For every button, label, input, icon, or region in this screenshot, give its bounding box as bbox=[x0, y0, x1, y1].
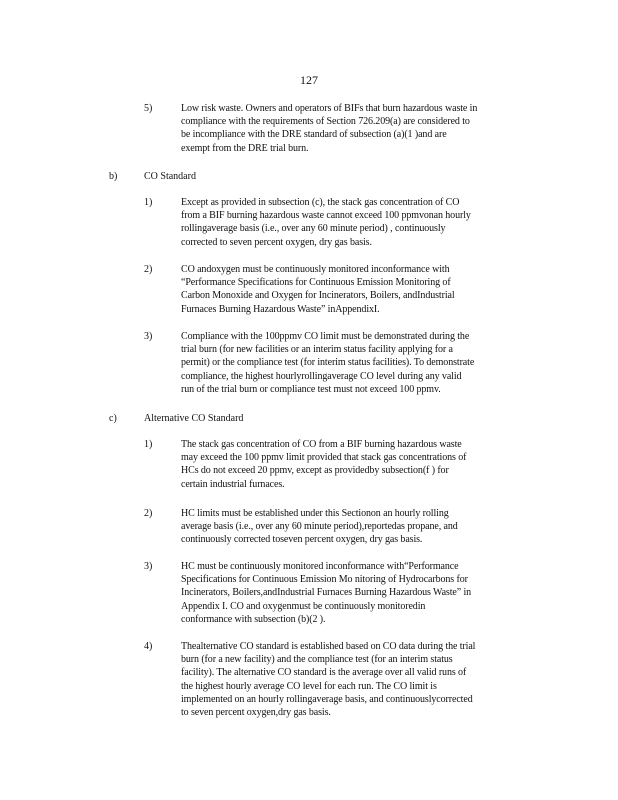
text-line: may exceed the 100 ppmv limit provided that stack gas concentrations of bbox=[181, 452, 467, 464]
section-c-heading: Alternative CO Standard bbox=[144, 413, 244, 424]
text-line: Specifications for Continuous Emission Mo nitoring of Hydrocarbons for bbox=[181, 574, 468, 586]
text-line: Furnaces Burning Hazardous Waste” inAppendixI. bbox=[181, 303, 380, 315]
item-c4-text bbox=[181, 640, 475, 719]
text-line: CO andoxygen must be continuously monitored inconformance with bbox=[181, 264, 450, 275]
text-line: compliance with the requirements of Section 726.209(a) are considered to bbox=[181, 116, 470, 128]
text-line: HC must be continuously monitored inconformance with“Performance bbox=[181, 561, 459, 572]
text-line: HC limits must be established under this Sectionon an hourly rolling bbox=[181, 508, 449, 519]
text-line: exempt from the DRE trial burn. bbox=[181, 142, 309, 154]
text-line: HCs do not exceed 20 ppmv, except as providedby subsection(f ) for bbox=[181, 465, 449, 477]
item-b2-number: 2) bbox=[144, 264, 153, 275]
text-line: from a BIF burning hazardous waste cannot exceed 100 ppmvonan hourly bbox=[181, 210, 471, 222]
item-b3-number: 3) bbox=[144, 331, 153, 342]
text-line: Except as provided in subsection (c), the stack gas concentration of CO bbox=[181, 197, 460, 208]
item-b2-text bbox=[181, 263, 455, 316]
item-a5-text bbox=[181, 102, 477, 155]
text-line: Appendix I. CO and oxygenmust be continuously monitoredin bbox=[181, 600, 426, 612]
item-c1-text bbox=[181, 438, 466, 491]
text-line: permit) or the compliance test (for interim status facilities). To demonstrate bbox=[181, 357, 475, 369]
text-line: corrected to seven percent oxygen, dry gas basis. bbox=[181, 236, 372, 248]
item-a5-number: 5) bbox=[144, 103, 153, 114]
item-b1-number: 1) bbox=[144, 197, 153, 208]
text-line: certain industrial furnaces. bbox=[181, 478, 285, 490]
text-line: Thealternative CO standard is established based on CO data during the trial bbox=[181, 641, 476, 652]
text-line: rollingaverage basis (i.e., over any 60 minute period) , continuously bbox=[181, 223, 446, 235]
text-line: implemented on an hourly rollingaverage basis, and continuouslycorrected bbox=[181, 693, 473, 705]
item-b3-text bbox=[181, 330, 474, 396]
text-line: be incompliance with the DRE standard of subsection (a)(1 )and are bbox=[181, 129, 447, 141]
item-c4-number: 4) bbox=[144, 641, 153, 652]
text-line: compliance, the highest hourlyrollingaverage CO level during any valid bbox=[181, 370, 462, 382]
page-number: 127 bbox=[300, 73, 318, 87]
text-line: burn (for a new facility) and the compliance test (for an interim status bbox=[181, 654, 453, 666]
section-c-letter: c) bbox=[109, 413, 117, 424]
text-line: Incinerators, Boilers,andIndustrial Furnaces Burning Hazardous Waste” in bbox=[181, 587, 472, 599]
item-c1-number: 1) bbox=[144, 439, 153, 450]
text-line: trial burn (for new facilities or an interim status facility applying for a bbox=[181, 344, 453, 356]
text-line: Carbon Monoxide and Oxygen for Incinerators, Boilers, andIndustrial bbox=[181, 290, 455, 302]
text-line: “Performance Specifications for Continuous Emission Monitoring of bbox=[181, 277, 451, 289]
text-line: conformance with subsection (b)(2 ). bbox=[181, 613, 326, 625]
text-line: run of the trial burn or compliance test must not exceed 100 ppmv. bbox=[181, 383, 441, 395]
text-line: average basis (i.e., over any 60 minute period),reportedas propane, and bbox=[181, 521, 458, 533]
text-line: facility). The alternative CO standard is the average over all valid runs of bbox=[181, 667, 467, 679]
text-line: continuously corrected toseven percent oxygen, dry gas basis. bbox=[181, 534, 423, 546]
text-line: to seven percent oxygen,dry gas basis. bbox=[181, 707, 331, 719]
section-b-letter: b) bbox=[109, 171, 118, 182]
item-b1-text bbox=[181, 196, 471, 249]
item-c2-text bbox=[181, 507, 458, 547]
text-line: Low risk waste. Owners and operators of BIFs that burn hazardous waste in bbox=[181, 103, 478, 114]
item-c3-number: 3) bbox=[144, 561, 153, 572]
text-line: the highest hourly average CO level for each run. The CO limit is bbox=[181, 680, 437, 692]
section-b-heading: CO Standard bbox=[144, 171, 196, 182]
item-c2-number: 2) bbox=[144, 508, 153, 519]
item-c3-text bbox=[181, 560, 471, 626]
text-line: Compliance with the 100ppmv CO limit must be demonstrated during the bbox=[181, 331, 470, 342]
text-line: The stack gas concentration of CO from a BIF burning hazardous waste bbox=[181, 439, 462, 450]
